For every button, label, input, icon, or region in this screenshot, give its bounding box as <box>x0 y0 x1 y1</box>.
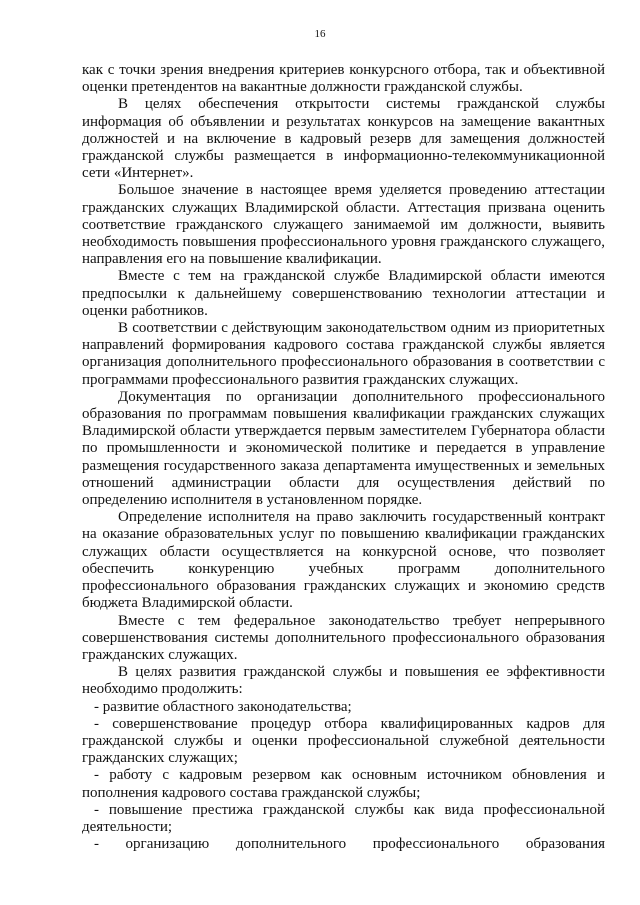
list-item: - развитие областного законодательства; <box>94 698 352 715</box>
paragraph: Большое значение в настоящее время уделяется проведению аттестации гражданских служащих Владимирской области. Аттестация призвана оценить соответствие гражданского служащего занимаемой им должности, выявить необходимость повышения профессионального уровня гражданского служащего, направления его на повышение квалификации. <box>82 182 605 268</box>
list-item: - совершенствование процедур отбора квалифицированных кадров для гражданской службы и оценки профессиональной служебной деятельности гражданских служащих; <box>82 715 605 767</box>
paragraph: Вместе с тем федеральное законодательство требует непрерывного совершенствования системы дополнительного профессионального образования гражданских служащих. <box>82 612 605 663</box>
list-item: - работу с кадровым резервом как основным источником обновления и пополнения кадрового состава гражданской службы; <box>82 767 605 801</box>
document-body <box>82 62 605 853</box>
paragraph: как с точки зрения внедрения критериев конкурсного отбора, так и объективной оценки претендентов на вакантные должности гражданской службы. <box>82 62 605 96</box>
list-item: - повышение престижа гражданской службы как вида профессиональной деятельности; <box>82 801 605 835</box>
paragraph: В целях обеспечения открытости системы гражданской службы информация об объявлении и результатах конкурсов на замещение вакантных должностей и на включение в кадровый резерв для замещения должностей гражданской службы размещается в информационно-телекоммуникационной сети «Интернет». <box>82 96 605 182</box>
paragraph: Документация по организации дополнительного профессионального образования по программам повышения квалификации гражданских служащих Владимирской области утверждается первым заместителем Губернатора области по промышленности и экономической политике и передается в управление размещения государственного заказа департамента имущественных и земельных отношений администрации области для осуществления действий по определению исполнителя в установленном порядке. <box>82 388 605 509</box>
paragraph: В соответствии с действующим законодательством одним из приоритетных направлений формирования кадрового состава гражданской службы является организация дополнительного профессионального образования в соответствии с программами профессионального развития гражданских служащих. <box>82 320 605 388</box>
paragraph: В целях развития гражданской службы и повышения ее эффективности необходимо продолжить: <box>82 664 605 698</box>
paragraph: Определение исполнителя на право заключить государственный контракт на оказание образовательных услуг по повышению квалификации гражданских служащих области осуществляется на конкурсной основе, что позволяет обеспечить конкуренцию учебных программ дополнительного профессионального образования гражданских служащих и экономию средств бюджета Владимирской области. <box>82 509 605 612</box>
page-number: 16 <box>314 28 326 40</box>
list-item: - организацию дополнительного профессионального образования <box>94 836 605 853</box>
paragraph: Вместе с тем на гражданской службе Владимирской области имеются предпосылки к дальнейшему совершенствованию технологии аттестации и оценки работников. <box>82 268 605 319</box>
